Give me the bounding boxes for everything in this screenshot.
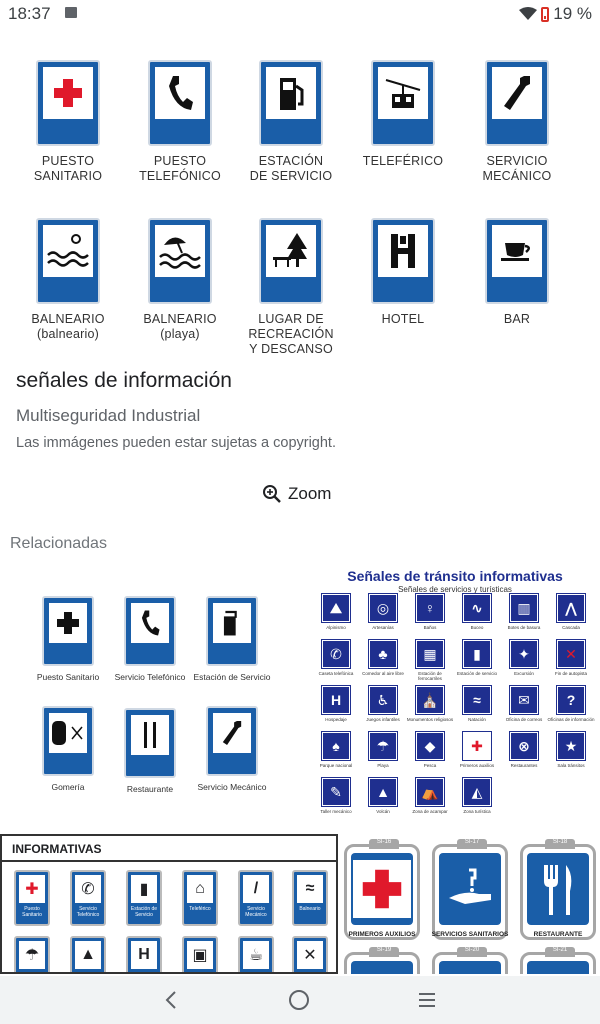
sign-code: SI-18 [545,839,575,849]
grid-sign-label: Alpinismo [326,625,346,630]
sign-lugar-de-recreacion [231,218,351,357]
mini-sign: ▮ Estación de Servicio [126,870,162,926]
tree-picnic-icon [271,231,311,271]
fork-knife-icon [538,861,578,917]
caption-line: HOTEL [381,312,425,326]
sign-teleferico [343,60,463,169]
tire-icon [50,719,86,747]
hand-washing-icon [445,864,495,914]
grid-sign-label: Pesca [423,763,437,768]
large-sign [344,947,420,974]
fork-knife-icon [140,720,160,750]
large-sign [520,839,596,940]
grid-sign: ◎ [369,594,397,622]
grid-sign: ⋀ [557,594,585,622]
mini-caption: Servicio Mecánico [245,906,267,918]
mini-caption: Estación de Servicio [193,672,271,682]
related-heading: Relacionadas [10,535,107,552]
mini-sign: / Servicio Mecánico [238,870,274,926]
sign-label: RESTAURANTE [533,931,583,938]
mini-sign [182,706,282,792]
mini-caption: Restaurante [126,784,174,794]
fuel-pump-icon [221,609,243,637]
grid-sign: ? [557,686,585,714]
sign-label: SERVICIOS SANITARIOS [431,931,509,938]
grid-sign-label: Estación de servicio [456,671,498,676]
sign-bar [457,218,577,327]
grid-sign-label: Zona de acampar [412,809,448,814]
grid-sign: ✚ [463,732,491,760]
phone-icon [165,74,195,112]
mini-caption: Servicio Telefónico [114,672,186,682]
red-cross-icon [52,77,84,109]
grid-sign-label: Botes de basura [507,625,541,630]
mini-sign: ✕ [292,936,328,974]
mini-caption: Balneario [299,906,321,912]
mini-sign: ▲ [70,936,106,974]
main-image[interactable] [0,50,600,360]
grid-sign: ♣ [369,640,397,668]
caption-line: TELEFÓNICO [139,169,221,183]
grid-sign-label: Taller mecánico [320,809,352,814]
grid-sign-label: Buceo [470,625,484,630]
caption-line: SANITARIO [33,169,103,183]
mini-sign: ☂ [14,936,50,974]
caption-line: RECREACIÓN [248,327,334,341]
grid-sign: ⛰ [322,594,350,622]
grid-sign-label: Zona turística [463,809,491,814]
grid-sign-label: Oficinas de información [547,717,595,722]
zoom-label: Zoom [288,484,332,503]
grid-sign-label: Comedor al aire libre [362,671,404,676]
mini-sign: ▣ [182,936,218,974]
recents-icon [418,992,436,1008]
wrench-icon [220,719,244,747]
related-thumbnail-4[interactable] [342,834,600,974]
beach-umbrella-icon [158,231,202,271]
caption-line: BAR [503,312,531,326]
battery-icon [541,7,549,22]
grid-sign: ✆ [322,640,350,668]
grid-sign: ♀ [416,594,444,622]
grid-sign: ≈ [463,686,491,714]
grid-sign: ◭ [463,778,491,806]
caption-line: Y DESCANSO [249,342,333,356]
sign-balneario [8,218,128,342]
large-sign [431,839,509,940]
caption-line: (playa) [160,327,200,341]
sign-puesto-sanitario [8,60,128,184]
chart-title: Señales de tránsito informativas [347,568,563,584]
large-sign [344,839,420,940]
caption-line: ESTACIÓN [258,154,324,168]
home-button[interactable] [284,986,314,1014]
sign-balneario-playa [120,218,240,342]
system-navigation-bar [0,976,600,1024]
grid-sign: ☂ [369,732,397,760]
mini-caption: Servicio Mecánico [197,782,267,792]
grid-sign-label: Primeros auxilios [459,763,495,768]
grid-sign-label: Caseta telefónica [318,671,354,676]
grid-sign-label: Restaurantes [510,763,538,768]
grid-sign-label: Monumentos religiosos [406,717,454,722]
sign-servicio-mecanico [457,60,577,184]
grid-sign-label: Volcán [376,809,390,814]
mini-sign: ≈ Balneario [292,870,328,926]
related-thumbnail-1[interactable] [0,566,306,830]
recents-button[interactable] [412,986,442,1014]
mini-caption: Estación de Servicio [130,906,158,918]
grid-sign-label: Excursión [514,671,534,676]
zoom-in-icon [262,484,282,504]
grid-sign-label: Baños [423,625,437,630]
grid-sign: ◆ [416,732,444,760]
mini-sign: ☕ [238,936,274,974]
grid-sign-label: Cascada [562,625,580,630]
coffee-cup-icon [499,239,535,263]
grid-sign: ▥ [510,594,538,622]
grid-sign: ∿ [463,594,491,622]
result-title[interactable]: señales de información [16,369,232,392]
status-bar [0,0,600,28]
grid-sign-label: Parque nacional [319,763,353,768]
gallery-notification-icon [65,7,77,18]
thumb-header: INFORMATIVAS [2,836,336,862]
grid-sign-label: Oficina de correos [505,717,543,722]
caption-line: DE SERVICIO [249,169,333,183]
grid-sign: ✕ [557,640,585,668]
grid-sign-label: Artesanías [372,625,394,630]
mini-caption: Puesto Sanitario [36,672,100,682]
grid-sign: ✎ [322,778,350,806]
wifi-icon [519,7,537,21]
caption-line: PUESTO [41,154,95,168]
sign-code: SI-21 [545,947,575,957]
large-sign [520,947,596,974]
grid-sign: ♠ [322,732,350,760]
sign-code: SI-16 [369,839,399,849]
caption-line: (balneario) [37,327,99,341]
chart-subtitle: Señales de servicios y turísticas [398,585,512,594]
mini-sign: ✆ Servicio Telefónico [70,870,106,926]
caption-line: BALNEARIO [31,312,105,326]
zoom-button[interactable] [262,484,331,504]
phone-icon [139,609,161,637]
grid-sign: ✉ [510,686,538,714]
mini-caption: Teleférico [189,906,211,912]
red-cross-icon [360,867,404,911]
sign-puesto-telefonico [120,60,240,184]
grid-sign: ⊗ [510,732,538,760]
grid-sign: ★ [557,732,585,760]
fuel-pump-icon [276,74,306,112]
caption-line: PUESTO [153,154,207,168]
related-thumbnail-2[interactable] [310,566,600,830]
copyright-notice: Las immágenes pueden estar sujetas a copyright. [16,435,336,451]
grid-sign-label: Fin de autopista [554,671,588,676]
mini-caption: Servicio Telefónico [76,906,100,918]
sign-hotel [343,218,463,327]
sign-label: PRIMEROS AUXILIOS [348,931,416,938]
result-source[interactable]: Multiseguridad Industrial [16,406,201,425]
grid-sign-label: Natación [468,717,486,722]
home-icon [288,989,310,1011]
grid-sign: ▮ [463,640,491,668]
sign-estacion-de-servicio [231,60,351,184]
battery-percent: 19 % [553,4,592,23]
related-thumbnail-3[interactable] [0,834,338,974]
grid-sign: ▲ [369,778,397,806]
cable-car-icon [384,74,422,112]
grid-sign: ⛪ [416,686,444,714]
mini-sign: ⌂ Teleférico [182,870,218,926]
mini-caption: Puesto Sanitario [22,906,42,918]
caption-line: SERVICIO [486,154,548,168]
waves-icon [46,231,90,271]
caption-line: LUGAR DE [258,312,324,326]
large-sign [432,947,508,974]
grid-sign: ⛺ [416,778,444,806]
grid-sign-label: Playa [377,763,389,768]
mini-sign: ✚ Puesto Sanitario [14,870,50,926]
mini-sign [182,596,282,682]
grid-sign-label: Estación de ferrocarriles [418,671,442,681]
status-time: 18:37 [8,4,51,23]
cross-icon [56,611,80,635]
caption-line: BALNEARIO [143,312,217,326]
grid-sign: ♿ [369,686,397,714]
hotel-h-icon [388,232,418,270]
mini-sign: H [126,936,162,974]
grid-sign-label: Hospedaje [325,717,347,722]
grid-sign-label: Juegos infantiles [366,717,400,722]
wrench-icon [500,74,534,112]
caption-line: MECÁNICO [482,169,552,183]
grid-sign: ▦ [416,640,444,668]
back-button[interactable] [156,986,186,1014]
sign-code: SI-19 [369,947,399,957]
grid-sign-label: Sala tránsitos [557,763,585,768]
mini-caption: Gomería [51,782,85,792]
sign-code: SI-20 [457,947,487,957]
sign-code: SI-17 [457,839,487,849]
back-icon [164,990,178,1010]
grid-sign: H [322,686,350,714]
caption-line: TELEFÉRICO [362,154,444,168]
grid-sign: ✦ [510,640,538,668]
